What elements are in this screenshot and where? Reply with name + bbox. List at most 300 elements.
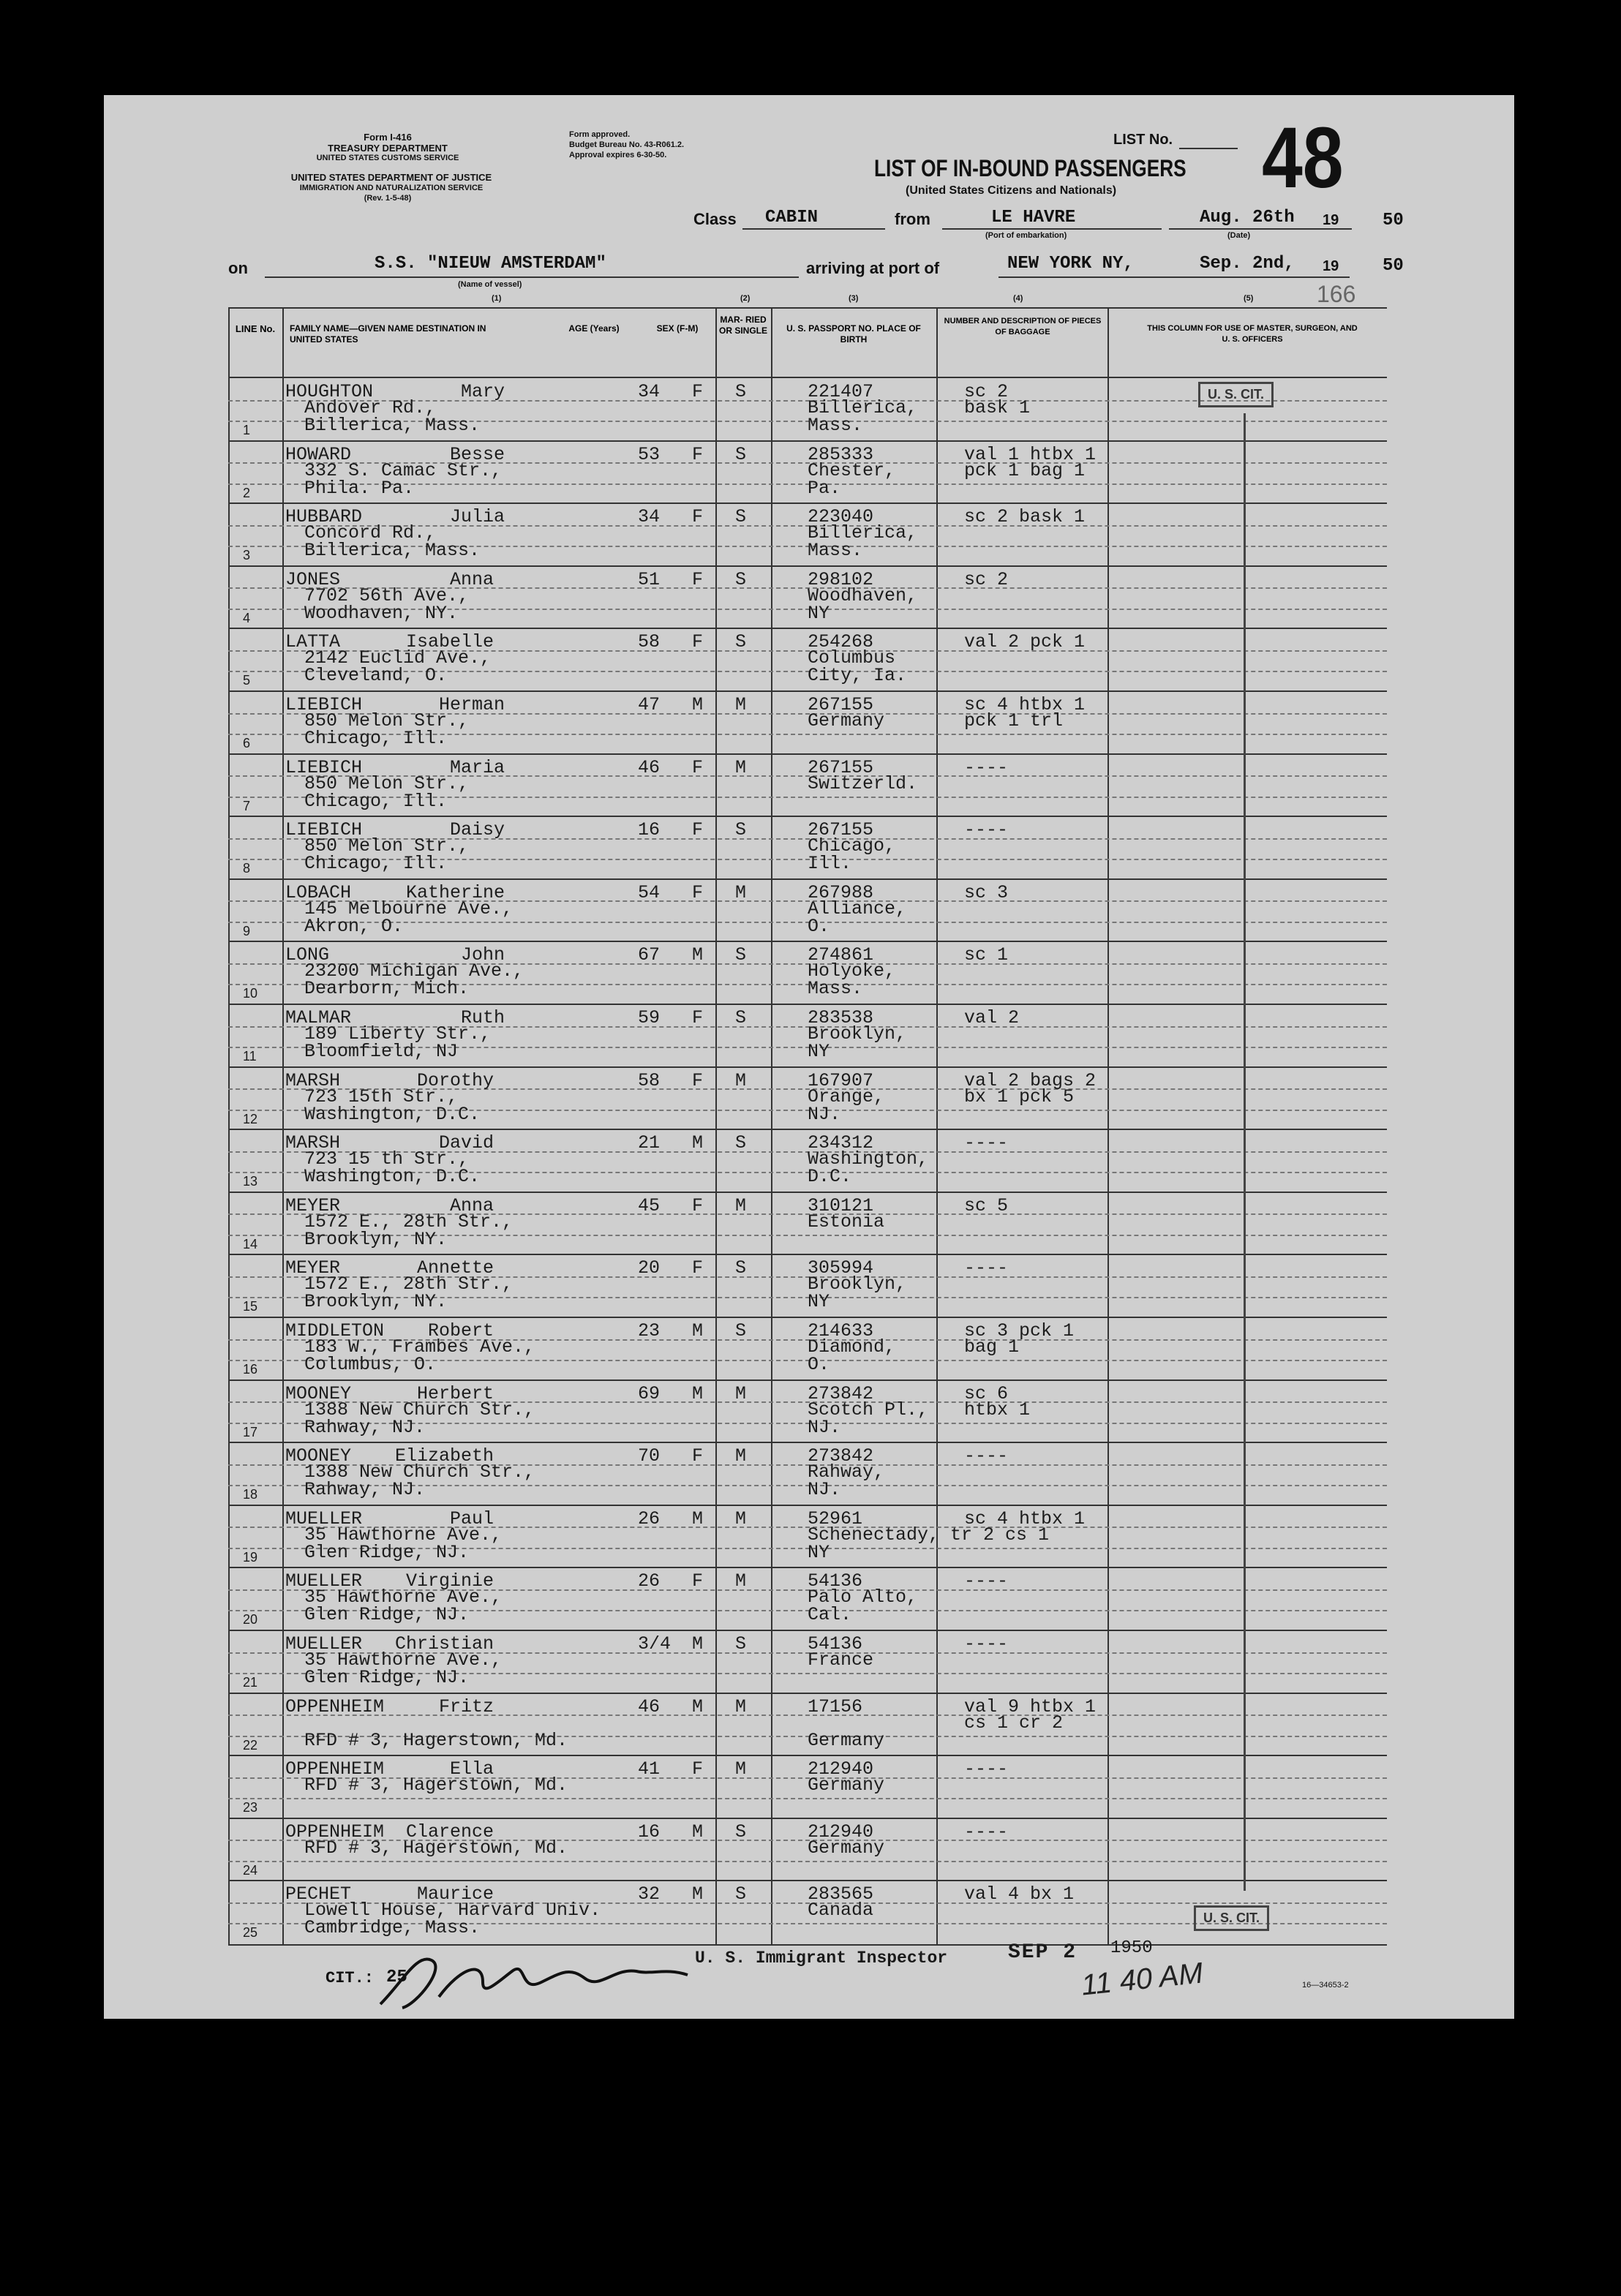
list-no-label: LIST No. [1113,132,1173,148]
destination-line: 1572 E., 28th Str., [304,1211,514,1232]
birthplace-line: Germany [808,1837,885,1859]
passport-number: 221407 [808,381,874,402]
line-number: 7 [243,798,251,813]
row-separator [228,1380,1387,1381]
destination-line: 189 Liberty Str., [304,1023,492,1045]
column-number: (5) [1244,294,1254,303]
birthplace-line: Alliance, [808,897,907,919]
passport-number: 305994 [808,1257,874,1279]
baggage-description: pck 1 trl [964,710,1064,731]
passenger-sex: F [692,506,704,528]
column-divider [228,307,230,1946]
passenger-name: MEYER Annette [285,1257,494,1279]
birthplace-line: Woodhaven, [808,584,918,606]
row-separator [228,941,1387,942]
col-header-line-no: LINE No. [235,323,276,334]
destination-line: 850 Melon Str., [304,835,470,857]
baggage-description: pck 1 bag 1 [964,459,1086,481]
birthplace-line: Schenectady, tr 2 cs 1 [808,1524,1050,1546]
marital-status: S [735,1007,747,1028]
birthplace-line: Brooklyn, [808,1273,907,1295]
passenger-age: 26 [638,1508,661,1529]
passenger-sex: M [692,1508,704,1529]
destination-line: Billerica, Mass. [304,540,481,562]
inspection-date-stamp: SEP 2 [1008,1941,1077,1964]
birthplace-line: O. [808,915,830,937]
passenger-age: 20 [638,1257,661,1279]
birthplace-line: Chicago, [808,835,896,857]
baggage-description: ---- [964,756,1009,778]
destination-line: 183 W., Frambes Ave., [304,1336,535,1358]
birthplace-line: Cal. [808,1604,852,1626]
row-separator [228,1880,1387,1881]
passenger-age: 46 [638,756,661,778]
marital-status: S [735,568,747,590]
marital-status: S [735,1257,747,1279]
destination-line: RFD # 3, Hagerstown, Md. [304,1729,568,1751]
destination-line: Glen Ridge, NJ. [304,1541,470,1563]
passport-number: 54136 [808,1570,863,1592]
class-label: Class [693,210,737,228]
baggage-description: sc 2 bask 1 [964,506,1086,528]
birthplace-line: Washington, [808,1148,929,1170]
passenger-age: 58 [638,1069,661,1091]
destination-line: Lowell House, Harvard Univ. [304,1900,601,1922]
baggage-description: bag 1 [964,1336,1020,1358]
column-number: (4) [1013,294,1023,303]
citizen-count: 25 [386,1968,407,1987]
col-header-officers: THIS COLUMN FOR USE OF MASTER, SURGEON, AND U. S. OFFICERS [1147,324,1358,344]
destination-line: Glen Ridge, NJ. [304,1667,470,1688]
form-code: 16—34653-2 [1302,1981,1349,1990]
marital-status: S [735,1132,747,1154]
marital-status: S [735,631,747,653]
line-number: 5 [243,673,251,688]
row-separator [228,1693,1387,1694]
vessel-name: S.S. "NIEUW AMSTERDAM" [375,254,606,274]
passenger-name: HUBBARD Julia [285,506,505,528]
destination-line: 723 15 th Str., [304,1148,470,1170]
passenger-sex: F [692,1194,704,1216]
birthplace-line: NY [808,1541,830,1563]
list-title: LIST OF IN-BOUND PASSENGERS [874,155,1186,181]
passenger-name: LATTA Isabelle [285,631,494,653]
passenger-age: 41 [638,1758,661,1780]
destination-line: Bloomfield, NJ [304,1041,459,1062]
marital-status: M [735,1382,747,1404]
destination-line: Cleveland, O. [304,665,448,687]
marital-status: S [735,1633,747,1655]
passenger-age: 32 [638,1883,661,1905]
officer-column-line [1244,413,1246,1891]
marital-status: S [735,819,747,841]
passport-number: 273842 [808,1382,874,1404]
row-separator [228,1254,1387,1255]
passenger-age: 53 [638,443,661,465]
marital-status: S [735,506,747,528]
destination-line: RFD # 3, Hagerstown, Md. [304,1837,568,1859]
baggage-description: bx 1 pck 5 [964,1085,1075,1107]
birthplace-line: Chester, [808,459,896,481]
row-dashed-rule [228,1861,1387,1862]
passenger-age: 34 [638,381,661,402]
row-separator [228,753,1387,755]
column-number: (1) [492,294,502,303]
baggage-description: sc 5 [964,1194,1009,1216]
column-divider [936,307,938,1946]
passenger-sex: F [692,819,704,841]
passenger-name: MEYER Anna [285,1194,494,1216]
baggage-description: ---- [964,1445,1009,1467]
baggage-description: ---- [964,819,1009,841]
destination-line: 1388 New Church Str., [304,1461,535,1483]
passenger-sex: F [692,381,704,402]
line-number: 16 [243,1362,258,1377]
passport-number: 283565 [808,1883,874,1905]
destination-line: Washington, D.C. [304,1103,481,1125]
arrival-line [998,276,1350,278]
passenger-sex: M [692,1633,704,1655]
passenger-sex: M [692,1883,704,1905]
from-value: LE HAVRE [991,208,1076,227]
destination-line: Concord Rd., [304,522,437,544]
destination-line: Glen Ridge, NJ. [304,1604,470,1626]
column-number: (3) [849,294,859,303]
line-number: 8 [243,861,251,876]
col-header-baggage: NUMBER AND DESCRIPTION OF PIECES OF BAGGAGE [944,317,1102,336]
destination-line: 145 Melbourne Ave., [304,897,514,919]
baggage-description: sc 2 [964,381,1009,402]
destination-line: Billerica, Mass. [304,415,481,436]
line-number: 18 [243,1487,258,1502]
passenger-age: 47 [638,694,661,715]
passenger-age: 59 [638,1007,661,1028]
passenger-name: LIEBICH Herman [285,694,505,715]
passenger-name: PECHET Maurice [285,1883,494,1905]
passport-number: 267155 [808,694,874,715]
passenger-sex: F [692,1445,704,1467]
birthplace-line: NY [808,602,830,624]
row-separator [228,1630,1387,1631]
passenger-age: 26 [638,1570,661,1592]
passenger-name: LONG John [285,944,505,966]
col-header-passport: U. S. PASSPORT NO. PLACE OF BIRTH [786,323,921,345]
line-number: 19 [243,1549,258,1565]
passenger-age: 54 [638,881,661,903]
row-separator [228,1505,1387,1506]
destination-line: Cambridge, Mass. [304,1917,481,1939]
marital-status: M [735,1695,747,1717]
birthplace-line: Mass. [808,415,863,436]
line-number: 13 [243,1174,258,1189]
passenger-name: JONES Anna [285,568,494,590]
marital-status: M [735,1069,747,1091]
row-separator [228,1066,1387,1068]
line-number: 4 [243,610,251,625]
birthplace-line: Rahway, [808,1461,885,1483]
baggage-description: cs 1 cr 2 [964,1712,1064,1734]
destination-line: 23200 Michigan Ave., [304,960,524,982]
row-separator [228,878,1387,880]
line-number: 2 [243,485,251,500]
passenger-age: 46 [638,1695,661,1717]
passenger-name: MUELLER Christian [285,1633,494,1655]
row-separator [228,440,1387,442]
marital-status: M [735,881,747,903]
line-number: 21 [243,1675,258,1690]
row-separator [228,565,1387,567]
passenger-sex: M [692,1821,704,1843]
destination-line: Andover Rd., [304,397,437,418]
passenger-sex: F [692,631,704,653]
table-header-border [228,377,1387,378]
approval-line: Budget Bureau No. 43-R061.2. [569,140,685,149]
baggage-description: sc 4 htbx 1 [964,694,1086,715]
baggage-description: ---- [964,1633,1009,1655]
line-number: 17 [243,1424,258,1439]
passenger-name: MIDDLETON Robert [285,1320,494,1341]
passenger-age: 70 [638,1445,661,1467]
embark-date: Aug. 26th [1200,208,1295,227]
marital-status: M [735,1508,747,1529]
line-number: 11 [243,1049,257,1064]
passenger-age: 67 [638,944,661,966]
destination-line: 850 Melon Str., [304,710,470,731]
baggage-description: sc 4 htbx 1 [964,1508,1086,1529]
destination-line: Dearborn, Mich. [304,978,470,1000]
marital-status: S [735,443,747,465]
passenger-name: OPPENHEIM Clarence [285,1821,494,1843]
column-number: (2) [740,294,751,303]
birthplace-line: Germany [808,1729,885,1751]
birthplace-line: Pa. [808,477,841,499]
arrival-year: 50 [1383,256,1404,276]
birthplace-line: Mass. [808,540,863,562]
birthplace-line: Germany [808,710,885,731]
birthplace-line: NJ. [808,1479,841,1501]
column-divider [1107,307,1109,1946]
destination-line: Rahway, NJ. [304,1416,426,1438]
passenger-age: 23 [638,1320,661,1341]
arrival-year-prefix: 19 [1323,258,1339,274]
form-number: Form I-416 [364,132,412,143]
marital-status: M [735,1758,747,1780]
destination-line: 332 S. Camac Str., [304,459,503,481]
row-separator [228,1317,1387,1318]
birthplace-line: NY [808,1041,830,1062]
passenger-name: MARSH David [285,1132,494,1154]
line-number: 25 [243,1925,258,1941]
baggage-description: sc 1 [964,944,1009,966]
citizen-count-label: CIT.: [326,1969,375,1987]
row-separator [228,628,1387,629]
birthplace-line: Holyoke, [808,960,896,982]
revision-label: (Rev. 1-5-48) [364,194,412,203]
baggage-description: sc 6 [964,1382,1009,1404]
baggage-description: val 1 htbx 1 [964,443,1097,465]
line-number: 1 [243,423,251,437]
col-header-sex: SEX (F-M) [656,323,699,334]
passenger-sex: F [692,756,704,778]
baggage-description: ---- [964,1570,1009,1592]
destination-line: Phila. Pa. [304,477,415,499]
passenger-sex: F [692,568,704,590]
passenger-sex: F [692,1257,704,1279]
marital-status: M [735,756,747,778]
marital-status: M [735,1445,747,1467]
destination-line: 850 Melon Str., [304,772,470,794]
arrival-date: Sep. 2nd, [1200,254,1295,274]
col-header-name: FAMILY NAME—GIVEN NAME DESTINATION IN UNITED STATES [290,323,486,345]
treasury-label: TREASURY DEPARTMENT [328,143,448,154]
date-caption: (Date) [1227,231,1251,240]
passenger-age: 16 [638,819,661,841]
row-separator [228,1192,1387,1193]
birthplace-line: O. [808,1354,830,1375]
birthplace-line: City, Ia. [808,665,907,687]
from-label: from [895,210,930,228]
row-separator [228,1567,1387,1568]
passport-number: 234312 [808,1132,874,1154]
line-number: 12 [243,1111,258,1126]
passport-number: 285333 [808,443,874,465]
birthplace-line: Ill. [808,853,852,875]
col-header-married: MAR- RIED OR SINGLE [718,315,767,336]
destination-line: 723 15th Str., [304,1085,459,1107]
passport-number: 52961 [808,1508,863,1529]
line-number: 14 [243,1236,258,1251]
destination-line: 2142 Euclid Ave., [304,647,492,669]
vessel-line [265,276,799,278]
destination-line: Washington, D.C. [304,1166,481,1188]
baggage-description: ---- [964,1257,1009,1279]
baggage-description: val 9 htbx 1 [964,1695,1097,1717]
on-label: on [228,259,248,277]
list-subtitle: (United States Citizens and Nationals) [906,184,1117,197]
date-line [1169,228,1352,230]
marital-status: S [735,944,747,966]
birthplace-line: Scotch Pl., [808,1399,929,1420]
birthplace-line: D.C. [808,1166,852,1188]
destination-line: Woodhaven, NY. [304,602,459,624]
inspector-signature [373,1938,695,2019]
line-number: 22 [243,1737,258,1753]
passenger-sex: F [692,881,704,903]
line-number: 9 [243,923,251,938]
passport-number: 54136 [808,1633,863,1655]
birthplace-line: Palo Alto, [808,1587,918,1608]
line-number: 24 [243,1862,258,1878]
destination-line: Brooklyn, NY. [304,1291,448,1313]
destination-line: 1388 New Church Str., [304,1399,535,1420]
destination-line: 35 Hawthorne Ave., [304,1649,503,1671]
row-separator [228,690,1387,692]
from-line [942,228,1162,230]
destination-line: 7702 56th Ave., [304,584,470,606]
passenger-name: LOBACH Katherine [285,881,505,903]
passport-number: 267988 [808,881,874,903]
birthplace-line: Germany [808,1774,885,1796]
baggage-description: sc 3 pck 1 [964,1320,1075,1341]
marital-status: S [735,1821,747,1843]
destination-line: 35 Hawthorne Ave., [304,1524,503,1546]
list-number: 48 [1262,110,1344,206]
birthplace-line: Brooklyn, [808,1023,907,1045]
birthplace-line: Diamond, [808,1336,896,1358]
destination-line: RFD # 3, Hagerstown, Md. [304,1774,568,1796]
row-separator [228,1442,1387,1443]
arriving-label: arriving at port of [806,259,940,277]
list-no-line [1179,148,1238,149]
row-separator [228,1129,1387,1130]
passport-number: 167907 [808,1069,874,1091]
port-caption: (Port of embarkation) [985,231,1067,240]
line-number: 23 [243,1800,258,1815]
birthplace-line: Estonia [808,1211,885,1232]
row-separator [228,1818,1387,1819]
inspector-signature-label: U. S. Immigrant Inspector [695,1949,948,1968]
passport-number: 283538 [808,1007,874,1028]
marital-status: M [735,694,747,715]
arrival-port: NEW YORK NY, [1007,254,1134,274]
line-number: 20 [243,1612,258,1627]
passenger-name: LIEBICH Daisy [285,819,505,841]
passenger-age: 3/4 [638,1633,672,1655]
row-dashed-rule [228,1798,1387,1799]
passenger-sex: F [692,1007,704,1028]
row-separator [228,1004,1387,1005]
birthplace-line: Switzerld. [808,772,918,794]
passenger-age: 58 [638,631,661,653]
destination-line: Chicago, Ill. [304,728,448,749]
baggage-description: ---- [964,1758,1009,1780]
passport-number: 214633 [808,1320,874,1341]
baggage-description: val 2 bags 2 [964,1069,1097,1091]
destination-line: 35 Hawthorne Ave., [304,1587,503,1608]
passenger-name: HOUGHTON Mary [285,381,505,402]
handwritten-time-note: 11 40 AM [1080,1957,1205,2002]
birthplace-line: Billerica, [808,397,918,418]
passenger-age: 69 [638,1382,661,1404]
passport-number: 273842 [808,1445,874,1467]
baggage-description: bask 1 [964,397,1031,418]
birthplace-line: Orange, [808,1085,885,1107]
passenger-sex: F [692,1570,704,1592]
passenger-sex: F [692,443,704,465]
table-top-border [228,307,1387,309]
passport-number: 223040 [808,506,874,528]
passenger-name: MUELLER Paul [285,1508,494,1529]
passenger-name: MUELLER Virginie [285,1570,494,1592]
passenger-sex: M [692,1132,704,1154]
passenger-name: OPPENHEIM Fritz [285,1695,494,1717]
passport-number: 267155 [808,819,874,841]
marital-status: M [735,1570,747,1592]
marital-status: S [735,1320,747,1341]
inspection-year-stamp: 1950 [1110,1938,1153,1958]
destination-line: Akron, O. [304,915,404,937]
marital-status: S [735,1883,747,1905]
line-number: 15 [243,1299,258,1314]
customs-label: UNITED STATES CUSTOMS SERVICE [316,154,459,162]
birthplace-line: Billerica, [808,522,918,544]
birthplace-line: Mass. [808,978,863,1000]
birthplace-line: NJ. [808,1103,841,1125]
marital-status: M [735,1194,747,1216]
baggage-description: sc 2 [964,568,1009,590]
passenger-age: 45 [638,1194,661,1216]
vessel-caption: (Name of vessel) [458,280,522,289]
